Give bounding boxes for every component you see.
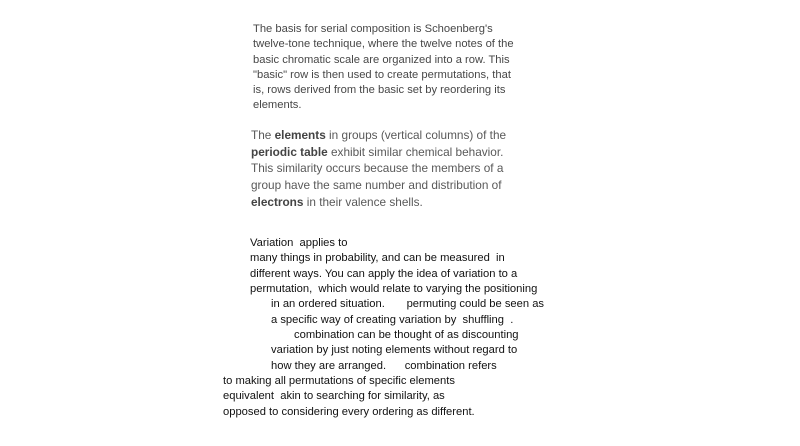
text-line: This similarity occurs because the members of a: [251, 161, 504, 176]
periodic-table-paragraph: [251, 127, 506, 211]
bold-term: elements: [274, 128, 326, 142]
bold-term: periodic table: [251, 144, 328, 159]
text-run: exhibit similar chemical behavior.: [327, 144, 504, 159]
text-line: equivalent akin to searching for similarity, as: [223, 390, 445, 403]
text-run: The: [251, 128, 275, 142]
text-line: combination can be thought of as discounting: [294, 329, 519, 342]
text-line: group have the same number and distribution of: [251, 178, 502, 193]
text-line: is, rows derived from the basic set by reordering its: [253, 84, 506, 97]
serial-composition-paragraph: [253, 22, 514, 114]
text-line: permutation, which would relate to varying the positioning: [250, 283, 538, 296]
text-line: many things in probability, and can be measured in: [250, 252, 505, 265]
text-line: [251, 144, 506, 161]
bold-term: electrons: [251, 194, 304, 209]
text-line: how they are arranged. combination refers: [271, 359, 497, 372]
text-line: variation by just noting elements without regard to: [271, 344, 518, 357]
text-line: The basis for serial composition is Schoenberg's: [253, 23, 493, 35]
text-line: elements.: [253, 99, 302, 112]
text-line: different ways. You can apply the idea of variation to a: [250, 267, 518, 280]
variation-paragraph: [0, 236, 800, 420]
text-line: in an ordered situation. permuting could be seen as: [271, 298, 545, 311]
text-line: a specific way of creating variation by shuffling .: [271, 313, 514, 326]
text-line: [251, 194, 506, 211]
text-line: Variation applies to: [250, 237, 348, 249]
text-run: in groups (vertical columns) of the: [325, 128, 507, 142]
text-line: to making all permutations of specific elements: [223, 375, 455, 388]
text-line: opposed to considering every ordering as different.: [223, 405, 475, 418]
text-line: basic chromatic scale are organized into a row. This: [253, 53, 510, 66]
text-line: twelve-tone technique, where the twelve notes of the: [253, 38, 514, 51]
text-line: "basic" row is then used to create permutations, that: [253, 68, 511, 81]
text-run: in their valence shells.: [303, 194, 423, 209]
text-line: [251, 127, 506, 144]
